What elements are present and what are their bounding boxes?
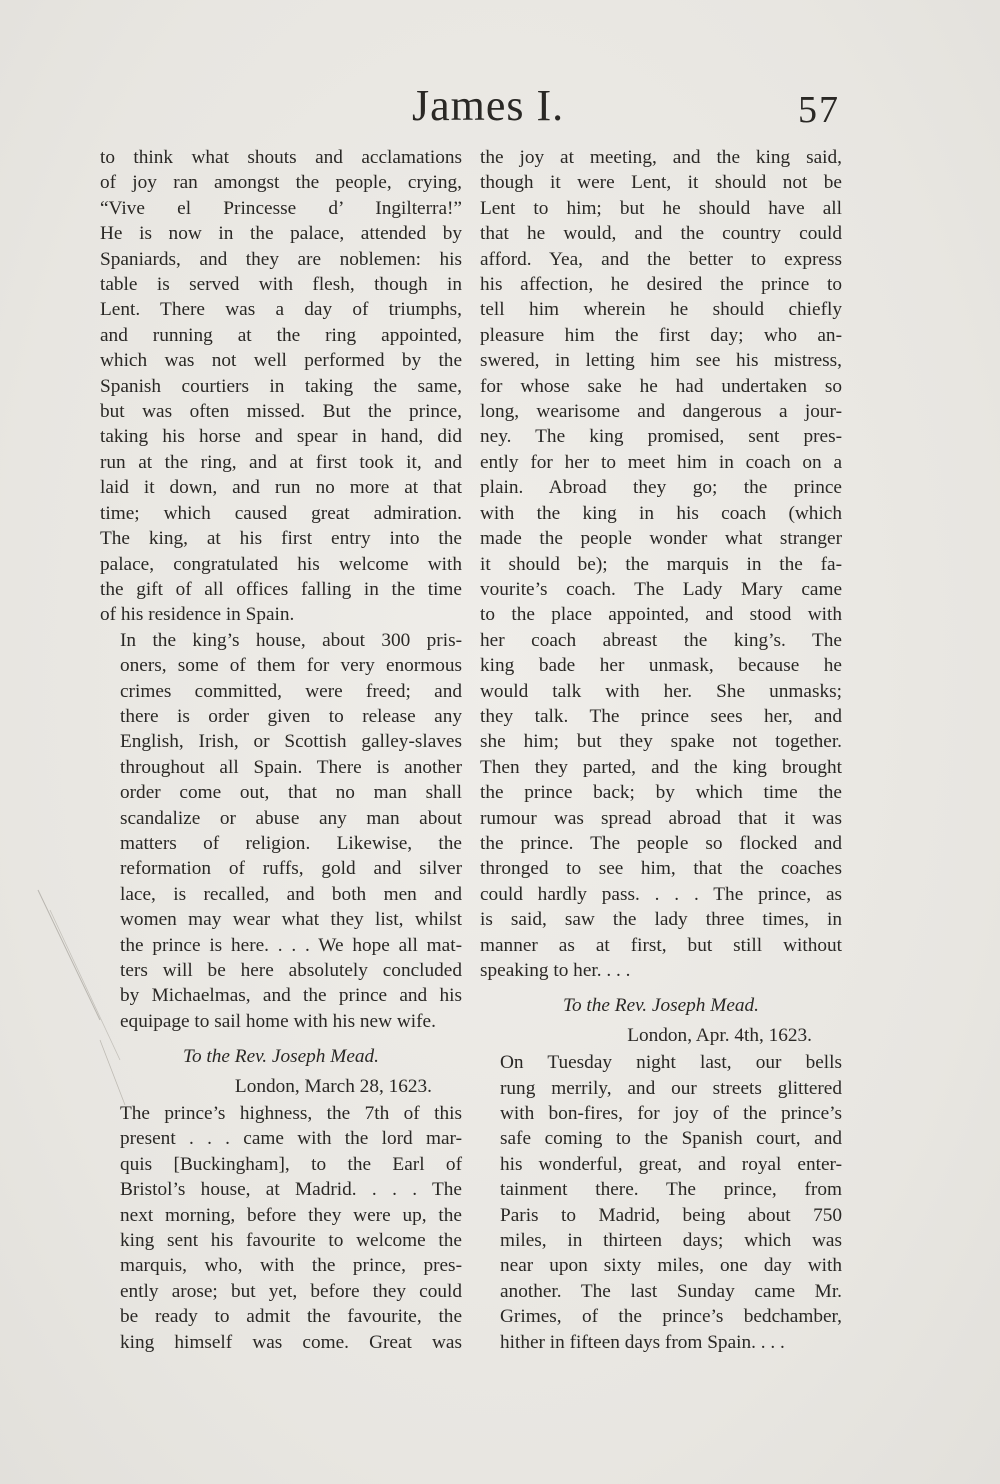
text-line: safe coming to the Spanish court, and	[500, 1128, 842, 1150]
text-line: marquis, who, with the prince, pres-	[120, 1255, 462, 1277]
text-line: rumour was spread abroad that it was	[480, 807, 842, 829]
text-line: pleasure him the first day; who an-	[480, 324, 842, 346]
text-line: tainment there. The prince, from	[500, 1179, 842, 1201]
text-line: Bristol’s house, at Madrid. . . . The	[120, 1179, 462, 1201]
text-line: long, wearisome and dangerous a jour-	[480, 401, 842, 423]
text-line: vourite’s coach. The Lady Mary came	[480, 578, 842, 600]
text-line: his affection, he desired the prince to	[480, 274, 842, 296]
text-line: next morning, before they were up, the	[120, 1204, 462, 1226]
text-line: present . . . came with the lord mar-	[120, 1128, 462, 1150]
text-line: king bade her unmask, because he	[480, 655, 842, 677]
text-line: her coach abreast the king’s. The	[480, 629, 842, 651]
text-line: the prince back; by which time the	[480, 782, 842, 804]
text-line: would talk with her. She unmasks;	[480, 680, 842, 702]
text-line: Paris to Madrid, being about 750	[500, 1204, 842, 1226]
text-line: Spaniards, and they are noblemen: his	[100, 248, 462, 270]
text-line: The king, at his first entry into the	[100, 528, 462, 550]
running-head	[0, 80, 1000, 140]
text-line: Lent. There was a day of triumphs,	[100, 299, 462, 321]
text-line: miles, in thirteen days; which was	[500, 1230, 842, 1252]
text-line: run at the ring, and at first took it, and	[100, 451, 462, 473]
text-line: quis [Buckingham], to the Earl of	[120, 1153, 462, 1175]
text-line: women may wear what they list, whilst	[120, 909, 462, 931]
text-line: In the king’s house, about 300 pris-	[120, 629, 462, 651]
text-line: ently arose; but yet, before they could	[120, 1280, 462, 1302]
text-line: another. The last Sunday came Mr.	[500, 1280, 842, 1302]
text-line: there is order given to release any	[120, 705, 462, 727]
text-line: plain. Abroad they go; the prince	[480, 477, 842, 499]
text-line: Lent to him; but he should have all	[480, 197, 842, 219]
text-line: On Tuesday night last, our bells	[500, 1052, 842, 1074]
text-line: Grimes, of the prince’s bedchamber,	[500, 1306, 842, 1328]
text-line: palace, congratulated his welcome with	[100, 553, 462, 575]
text-line: for whose sake he had undertaken so	[480, 375, 842, 397]
text-line: near upon sixty miles, one day with	[500, 1255, 842, 1277]
text-line: reformation of ruffs, gold and silver	[120, 858, 462, 880]
text-line: oners, some of them for very enormous	[120, 655, 462, 677]
text-line: “Vive el Princesse d’ Ingilterra!”	[100, 197, 462, 219]
text-line: though it were Lent, it should not be	[480, 172, 842, 194]
text-line: He is now in the palace, attended by	[100, 223, 462, 245]
letter-dateline: London, Apr. 4th, 1623.	[627, 1024, 812, 1046]
right-column	[480, 145, 842, 1355]
text-line: time; which caused great admiration.	[100, 502, 462, 524]
text-line: speaking to her. . . .	[480, 960, 631, 981]
text-line: ters will be here absolutely concluded	[120, 960, 462, 981]
text-line: order come out, that no man shall	[120, 782, 462, 804]
text-line: taking his horse and spear in hand, did	[100, 426, 462, 448]
text-line: she him; but they spake not together.	[480, 731, 842, 753]
text-line: to the place appointed, and stood with	[480, 604, 842, 626]
text-line: rung merrily, and our streets glittered	[500, 1077, 842, 1099]
text-line: The prince’s highness, the 7th of this	[120, 1103, 462, 1125]
text-line: of his residence in Spain.	[100, 604, 295, 626]
text-line: matters of religion. Likewise, the	[120, 832, 462, 854]
paragraph	[100, 145, 462, 628]
text-line: the prince. The people so flocked and	[480, 832, 842, 854]
paragraph	[100, 628, 462, 1035]
text-line: the gift of all offices falling in the time	[100, 578, 462, 600]
text-line: which was not well performed by the	[100, 350, 462, 372]
text-line: swered, in letting him see his mistress,	[480, 350, 842, 372]
letter-heading: To the Rev. Joseph Mead.	[183, 1046, 379, 1068]
paragraph	[100, 1101, 462, 1355]
text-line: throughout all Spain. There is another	[120, 756, 462, 778]
text-line: Spanish courtiers in taking the same,	[100, 375, 462, 397]
text-line: be ready to admit the favourite, the	[120, 1306, 462, 1328]
text-line: the joy at meeting, and the king said,	[480, 147, 842, 168]
text-line: with bon-fires, for joy of the prince’s	[500, 1103, 842, 1125]
text-line: to think what shouts and acclamations	[100, 147, 462, 168]
text-line: by Michaelmas, and the prince and his	[120, 985, 462, 1007]
page-number: 57	[798, 89, 840, 131]
running-title: James I.	[412, 81, 565, 130]
text-line: with the king in his coach (which	[480, 502, 842, 524]
text-line: table is served with flesh, though in	[100, 274, 462, 296]
text-line: ently for her to meet him in coach on a	[480, 451, 842, 473]
left-column	[100, 145, 462, 1355]
text-line: crimes committed, were freed; and	[120, 680, 462, 702]
text-line: scandalize or abuse any man about	[120, 807, 462, 829]
text-line: could hardly pass. . . . The prince, as	[480, 883, 842, 905]
paragraph	[480, 1050, 842, 1355]
text-line: and running at the ring appointed,	[100, 324, 462, 346]
text-line: made the people wonder what stranger	[480, 528, 842, 550]
text-line: afford. Yea, and the better to express	[480, 248, 842, 270]
letter-dateline: London, March 28, 1623.	[234, 1075, 432, 1097]
letter-heading: To the Rev. Joseph Mead.	[563, 995, 759, 1017]
text-line: thronged to see him, that the coaches	[480, 858, 842, 880]
text-line: king sent his favourite to welcome the	[120, 1230, 462, 1252]
text-line: laid it down, and run no more at that	[100, 477, 462, 499]
text-line: they talk. The prince sees her, and	[480, 705, 842, 727]
text-line: of joy ran amongst the people, crying,	[100, 172, 462, 194]
text-line: king himself was come. Great was	[120, 1331, 462, 1353]
text-line: his wonderful, great, and royal enter-	[500, 1153, 842, 1175]
text-line: English, Irish, or Scottish galley-slaves	[120, 731, 462, 753]
text-line: ney. The king promised, sent pres-	[480, 426, 842, 448]
text-line: it should be); the marquis in the fa-	[480, 553, 842, 575]
text-line: tell him wherein he should chiefly	[480, 299, 842, 321]
text-line: is said, saw the lady three times, in	[480, 909, 842, 931]
text-line: lace, is recalled, and both men and	[120, 883, 462, 905]
text-line: manner as at first, but still without	[480, 934, 842, 956]
text-line: the prince is here. . . . We hope all mat-	[120, 934, 462, 956]
text-line: that he would, and the country could	[480, 223, 842, 245]
text-line: but was often missed. But the prince,	[100, 401, 462, 423]
text-line: Then they parted, and the king brought	[480, 756, 842, 778]
text-line: equipage to sail home with his new wife.	[120, 1010, 436, 1032]
paragraph	[480, 145, 842, 983]
text-line: hither in fifteen days from Spain. . . .	[500, 1331, 785, 1353]
